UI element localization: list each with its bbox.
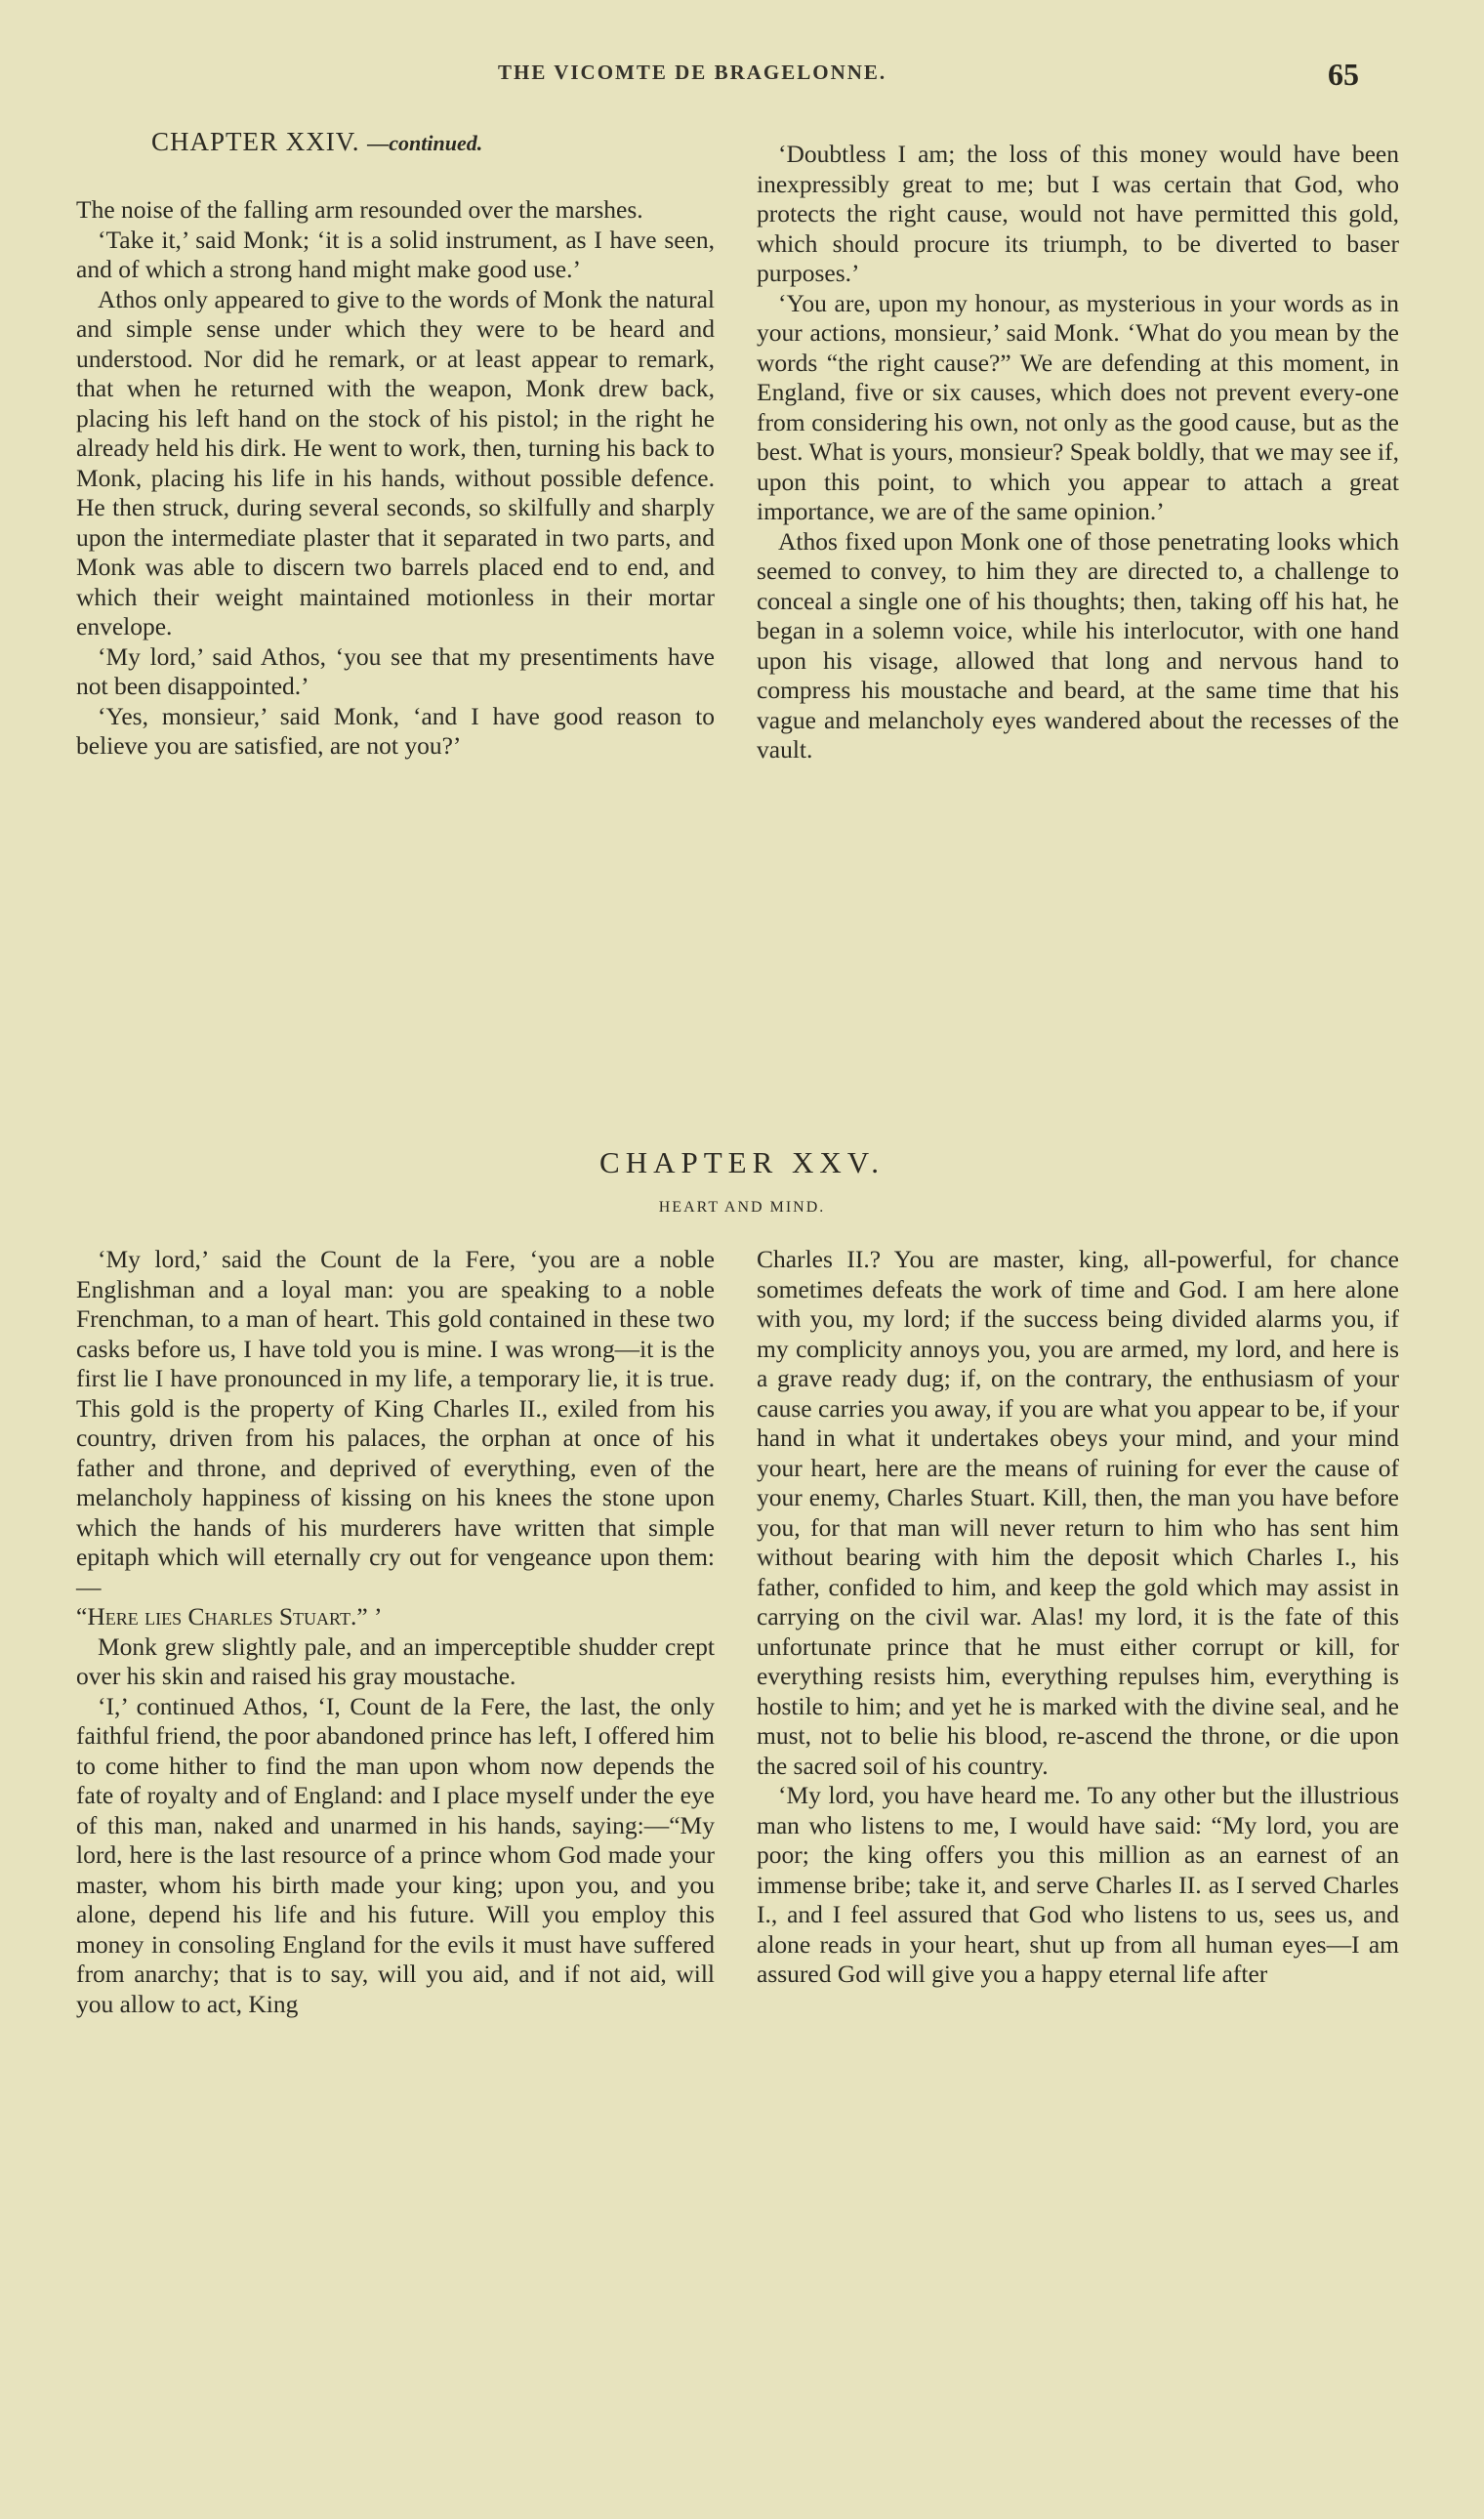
epitaph-line	[76, 1602, 715, 1632]
paragraph: Athos fixed upon Monk one of those penetrating looks which seemed to convey, to him they are directed to, a challenge to conceal a single one of his thoughts; then, taking off his hat, he began in a solemn voice, while his interlocutor, with one hand upon his visage, allowed that long and nervous hand to compress his moustache and beard, at the same time that his vague and melancholy eyes wandered about the recesses of the vault.	[757, 526, 1399, 764]
paragraph: ‘Doubtless I am; the loss of this money would have been inexpressibly great to me; but I was certain that God, who protects the right cause, would not have permitted this gold, which should procure its triumph, to be diverted to baser purposes.’	[757, 140, 1399, 287]
paragraph: ‘You are, upon my honour, as mysterious in your words as in your actions, monsieur,’ said Monk. ‘What do you mean by the words “the right cause?” We are defending at this moment, in England, five or six causes, which does not prevent every-one from considering his own, not only as the good cause, but as the best. What is yours, monsieur? Speak boldly, that we may see if, upon this point, to which you appear to attach a great importance, we are of the same opinion.’	[757, 288, 1399, 525]
chapter-subtitle: HEART AND MIND.	[658, 1199, 826, 1216]
continued-chapter-title: CHAPTER XXIV.	[151, 127, 360, 156]
paragraph: ‘My lord, you have heard me. To any other but the illustrious man who listens to me, I would have said: “My lord, you are poor; the king offers you this million as an earnest of an immense bribe; take it, and serve Charles II. as I served Charles I., and I feel assured that God who listens to us, sees us, and alone reads in your heart, shut up from all human eyes—I am assured God will give you a happy eternal life after	[757, 1781, 1399, 1988]
paragraph: The noise of the falling arm resounded over the marshes.	[76, 195, 643, 224]
epitaph: “Here lies Charles Stuart.”	[76, 1602, 368, 1631]
column-3	[76, 1245, 715, 2019]
chapter-title: CHAPTER XXV.	[599, 1145, 885, 1179]
column-1	[76, 195, 715, 762]
paragraph: Athos only appeared to give to the words of Monk the natural and simple sense under which they were to be heard and understood. Nor did he remark, or at least appear to remark, that when he returned with the weapon, Monk drew back, placing his left hand on the stock of his pistol; in the right he already held his dirk. He went to work, then, turning his back to Monk, placing his life in his hands, without possible defence. He then struck, during several seconds, so skilfully and sharply upon the intermediate plaster that it separated in two parts, and Monk was able to discern two barrels placed end to end, and which their weight maintained motionless in their mortar envelope.	[76, 284, 715, 640]
paragraph: ‘My lord,’ said the Count de la Fere, ‘you are a noble Englishman and a loyal man: you are speaking to a noble Frenchman, to a man of heart. This gold contained in these two casks before us, I have told you is mine. I was wrong—it is the first lie I have pronounced in my life, a temporary lie, it is true. This gold is the property of King Charles II., exiled from his country, driven from his palaces, the orphan at once of his father and throne, and deprived of everything, even of the melancholy happiness of kissing on his knees the stone upon which the hands of his murderers have written that simple epitaph which will eternally cry out for vengeance upon them:—	[76, 1245, 715, 1601]
paragraph: ‘Yes, monsieur,’ said Monk, ‘and I have good reason to believe you are satisfied, are not you?’	[76, 701, 715, 760]
column-4	[757, 1245, 1399, 1990]
continued-label: —continued.	[367, 131, 483, 155]
running-title: THE VICOMTE DE BRAGELONNE.	[498, 61, 887, 84]
page-header	[0, 57, 1484, 100]
page-number: 65	[1328, 57, 1359, 92]
paragraph: ‘Take it,’ said Monk; ‘it is a solid instrument, as I have seen, and of which a strong hand might make good use.’	[76, 225, 715, 283]
paragraph: Charles II.? You are master, king, all-powerful, for chance sometimes defeats the work of time and God. I am here alone with you, my lord; if the success being divided alarms you, if my complicity annoys you, you are armed, my lord, and here is a grave ready dug; if, on the contrary, the enthusiasm of your cause carries you away, if you are what you appear to be, if your hand in what it undertakes obeys your mind, and your mind your heart, here are the means of ruining for ever the cause of your enemy, Charles Stuart. Kill, then, the man you have before you, for that man will never return to him who has sent him without bearing with him the deposit which Charles I., his father, confided to him, and keep the gold which may assist in carrying on the civil war. Alas! my lord, it is the fate of this unfortunate prince that he must either corrupt or kill, for everything resists him, everything repulses him, everything is hostile to him; and yet he is marked with the divine seal, and he must, not to belie his blood, re-ascend the throne, or die upon the sacred soil of his country.	[757, 1245, 1399, 1780]
paragraph: ‘I,’ continued Athos, ‘I, Count de la Fere, the last, the only faithful friend, the poor abandoned prince has left, I offered him to come hither to find the man upon whom now depends the fate of royalty and of England: and I place myself under the eye of this man, naked and unarmed in his hands, saying:—“My lord, here is the last resource of a prince whom God made your master, whom his birth made your king; upon you, and you alone, depend his life and his future. Will you employ this money in consoling England for the evils it must have suffered from anarchy; that is to say, will you aid, and if not aid, will you allow to act, King	[76, 1691, 715, 2018]
column-2	[757, 140, 1399, 765]
epitaph-close: ’	[374, 1602, 383, 1631]
paragraph: ‘My lord,’ said Athos, ‘you see that my presentiments have not been disappointed.’	[76, 641, 715, 700]
paragraph: Monk grew slightly pale, and an imperceptible shudder crept over his skin and raised his gray moustache.	[76, 1631, 715, 1690]
continued-chapter-heading	[151, 127, 482, 157]
